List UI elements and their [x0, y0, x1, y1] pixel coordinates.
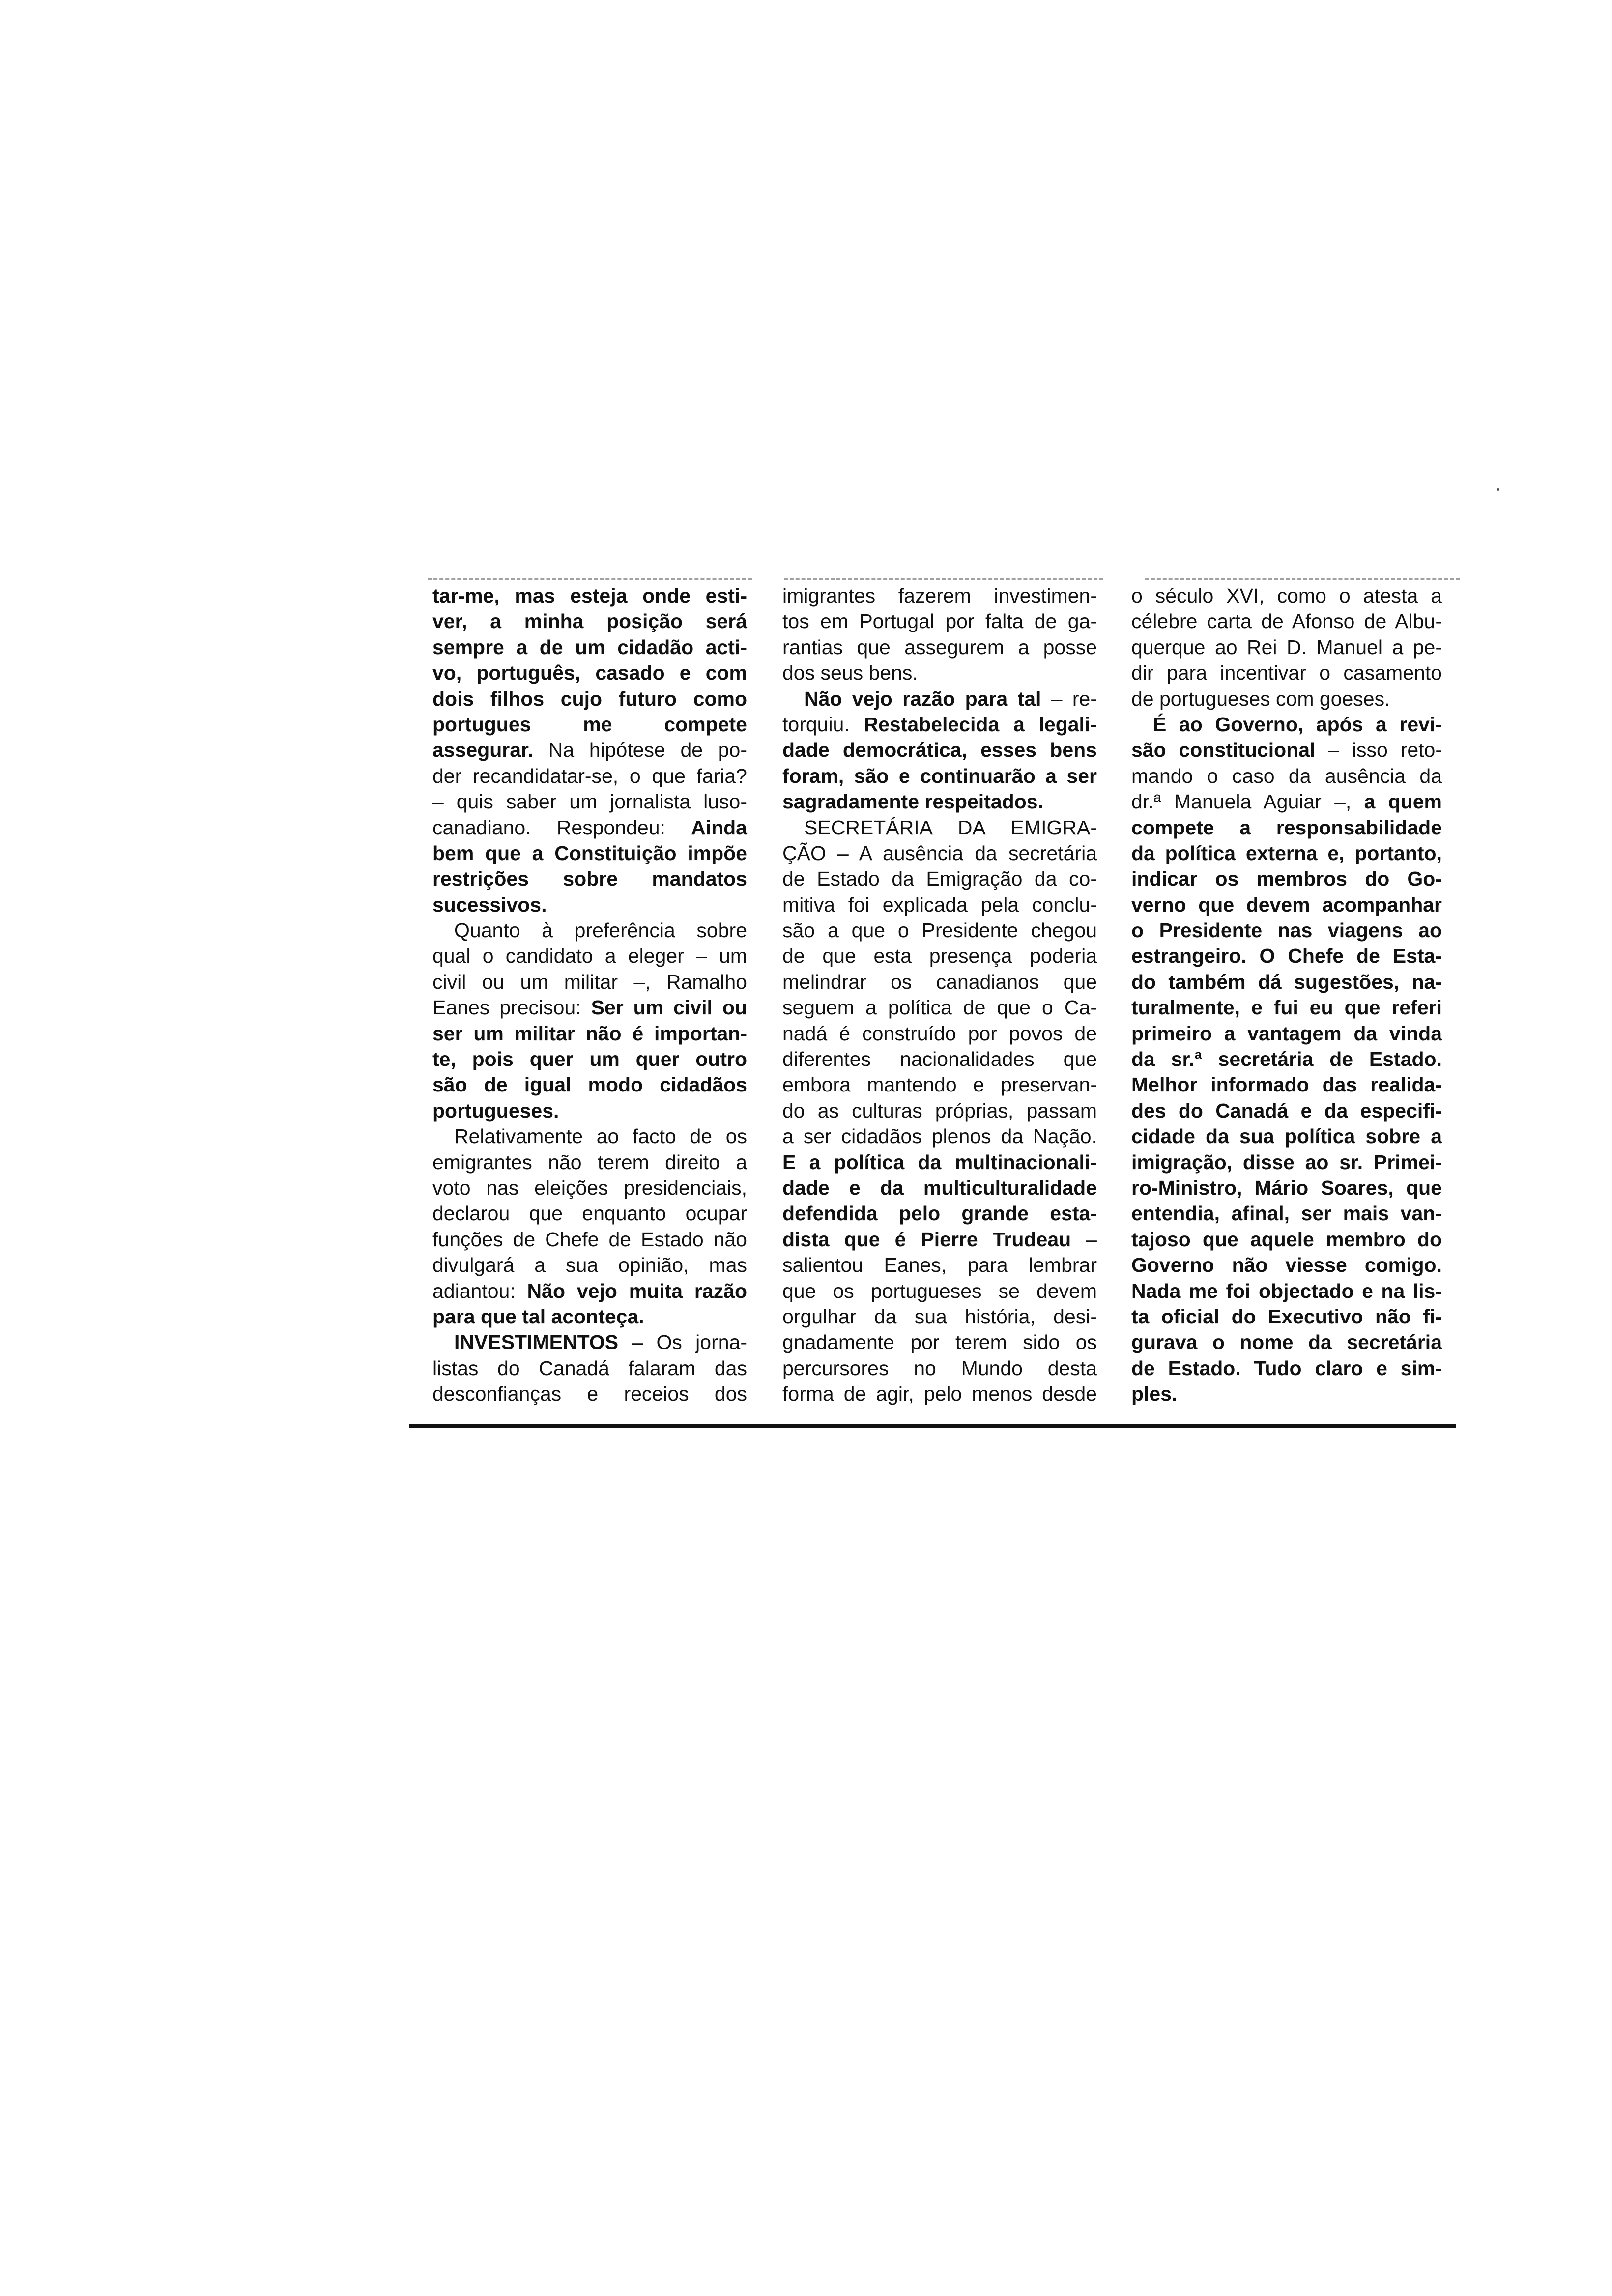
text-segment: forma de agir, pelo menos desde — [782, 1382, 1097, 1406]
text-line — [1131, 943, 1442, 969]
bold-text-segment: Ser um civil ou — [591, 996, 747, 1019]
text-line — [782, 789, 1097, 814]
text-segment: de portugueses com goeses. — [1131, 687, 1390, 710]
text-segment: – isso reto- — [1315, 739, 1442, 762]
text-line — [1131, 1201, 1442, 1226]
text-line — [782, 1021, 1097, 1046]
text-line — [1131, 1355, 1442, 1381]
text-line — [432, 866, 747, 891]
text-segment: mando o caso da ausência da — [1131, 764, 1442, 787]
bold-text-segment: dista que é Pierre Trudeau — [782, 1228, 1071, 1251]
text-line — [782, 995, 1097, 1020]
bold-text-segment: sucessivos. — [432, 893, 547, 916]
text-line — [782, 763, 1097, 789]
text-segment: – re- — [1041, 687, 1097, 710]
bold-text-segment: dade e da multiculturalidade — [782, 1176, 1097, 1199]
text-segment: desconfianças e receios dos — [432, 1382, 747, 1406]
text-segment: dir para incentivar o casamento — [1131, 661, 1442, 685]
text-line — [782, 634, 1097, 660]
text-line — [1131, 1072, 1442, 1097]
text-line — [782, 815, 1097, 840]
text-line — [782, 1355, 1097, 1381]
text-segment: imigrantes fazerem investimen- — [782, 584, 1097, 607]
text-line — [782, 1098, 1097, 1123]
text-line — [432, 789, 747, 814]
bold-text-segment: turalmente, e fui eu que referi — [1131, 996, 1442, 1019]
bold-text-segment: assegurar. — [432, 739, 534, 762]
bold-text-segment: tar-me, mas esteja onde esti- — [432, 584, 747, 607]
text-line — [782, 737, 1097, 763]
text-segment: dr.ª Manuela Aguiar –, — [1131, 790, 1364, 813]
bold-text-segment: imigração, disse ao sr. Primei- — [1131, 1150, 1442, 1174]
text-line — [1131, 918, 1442, 943]
text-line — [432, 995, 747, 1020]
bold-text-segment: Governo não viesse comigo. — [1131, 1254, 1442, 1277]
bold-text-segment: Melhor informado das realida- — [1131, 1073, 1442, 1096]
text-line — [782, 1072, 1097, 1097]
text-segment: salientou Eanes, para lembrar — [782, 1254, 1097, 1277]
text-segment: Relativamente ao facto de os — [454, 1125, 747, 1148]
text-segment: que os portugueses se devem — [782, 1279, 1097, 1302]
bold-text-segment: des do Canadá e da especifi- — [1131, 1099, 1442, 1122]
text-line — [782, 866, 1097, 891]
bold-text-segment: do também dá sugestões, na- — [1131, 970, 1442, 993]
text-line — [432, 1201, 747, 1226]
scan-speck — [1497, 488, 1499, 491]
bottom-rule — [409, 1424, 1456, 1428]
text-line — [782, 1381, 1097, 1406]
bold-text-segment: são constitucional — [1131, 739, 1316, 762]
text-segment: tos em Portugal por falta de ga- — [782, 610, 1097, 633]
text-segment: o século XVI, como o atesta a — [1131, 584, 1442, 607]
text-line — [432, 1252, 747, 1278]
bold-text-segment: ro-Ministro, Mário Soares, que — [1131, 1176, 1442, 1199]
bold-text-segment: ver, a minha posição será — [432, 610, 747, 633]
text-line — [782, 1201, 1097, 1226]
bold-text-segment: da sr.ª secretária de Estado. — [1131, 1048, 1442, 1071]
text-segment: melindrar os canadianos que — [782, 970, 1097, 993]
text-line — [432, 1123, 747, 1149]
bold-text-segment: dois filhos cujo futuro como — [432, 687, 747, 710]
text-line — [432, 686, 747, 712]
article-column-3 — [1131, 583, 1442, 1407]
text-line — [432, 763, 747, 789]
text-line — [782, 1175, 1097, 1201]
text-line — [432, 1149, 747, 1175]
text-line — [432, 1175, 747, 1201]
bold-text-segment: sagradamente respeitados. — [782, 790, 1043, 813]
text-line — [1131, 712, 1442, 737]
text-line — [432, 583, 747, 608]
bold-text-segment: portugueses. — [432, 1099, 559, 1122]
text-segment: – — [1071, 1228, 1097, 1251]
text-line — [1131, 763, 1442, 789]
bold-text-segment: gurava o nome da secretária — [1131, 1331, 1442, 1354]
text-line — [432, 608, 747, 634]
text-line — [782, 1278, 1097, 1304]
bold-text-segment: da política externa e, portanto, — [1131, 841, 1442, 864]
text-line — [432, 634, 747, 660]
bold-text-segment: são de igual modo cidadãos — [432, 1073, 747, 1096]
text-segment: canadiano. Respondeu: — [432, 816, 691, 839]
text-line — [1131, 1227, 1442, 1252]
text-line — [432, 737, 747, 763]
text-line — [432, 1304, 747, 1329]
text-line — [1131, 1021, 1442, 1046]
bold-text-segment: estrangeiro. O Chefe de Esta- — [1131, 945, 1442, 968]
text-line — [432, 1227, 747, 1252]
bold-text-segment: Não vejo razão para tal — [804, 687, 1041, 710]
bold-text-segment: entendia, afinal, ser mais van- — [1131, 1202, 1442, 1225]
bold-text-segment: Restabelecida a legali- — [864, 713, 1097, 736]
bold-text-segment: defendida pelo grande esta- — [782, 1202, 1097, 1225]
text-segment: de Estado da Emigração da co- — [782, 867, 1097, 890]
text-line — [782, 583, 1097, 608]
text-line — [1131, 660, 1442, 686]
bold-text-segment: ser um militar não é importan- — [432, 1022, 747, 1045]
text-line — [1131, 1175, 1442, 1201]
text-line — [432, 1355, 747, 1381]
text-line — [1131, 583, 1442, 608]
text-segment: torquiu. — [782, 713, 864, 736]
text-segment: – quis saber um jornalista luso- — [432, 790, 747, 813]
text-segment: do as culturas próprias, passam — [782, 1099, 1097, 1122]
scan-noise-top-col2 — [784, 578, 1103, 580]
bold-text-segment: vo, português, casado e com — [432, 661, 747, 685]
text-line — [1131, 1046, 1442, 1072]
text-line — [1131, 1252, 1442, 1278]
text-segment: rantias que assegurem a posse — [782, 635, 1097, 659]
text-line — [1131, 1329, 1442, 1355]
text-segment: nadá é construído por povos de — [782, 1022, 1097, 1045]
text-segment: querque ao Rei D. Manuel a pe- — [1131, 635, 1442, 659]
text-segment: voto nas eleições presidenciais, — [432, 1176, 747, 1199]
text-line — [1131, 1381, 1442, 1406]
bold-text-segment: Ainda — [691, 816, 747, 839]
text-segment: seguem a política de que o Ca- — [782, 996, 1097, 1019]
text-line — [432, 840, 747, 866]
text-line — [1131, 815, 1442, 840]
text-segment: SECRETÁRIA DA EMIGRA- — [804, 816, 1097, 839]
text-segment: gnadamente por terem sido os — [782, 1331, 1097, 1354]
text-line — [432, 1381, 747, 1406]
text-segment: de que esta presença poderia — [782, 945, 1097, 968]
text-line — [432, 1072, 747, 1097]
bold-text-segment: foram, são e continuarão a ser — [782, 764, 1097, 787]
text-segment: embora mantendo e preservan- — [782, 1073, 1097, 1096]
bold-text-segment: tajoso que aquele membro do — [1131, 1228, 1442, 1251]
text-line — [1131, 686, 1442, 712]
text-line — [782, 1149, 1097, 1175]
text-line — [1131, 866, 1442, 891]
bold-text-segment: restrições sobre mandatos — [432, 867, 747, 890]
bold-text-segment: Nada me foi objectado e na lis- — [1131, 1279, 1442, 1302]
text-line — [432, 892, 747, 918]
bold-text-segment: para que tal aconteça. — [432, 1305, 644, 1328]
text-line — [1131, 892, 1442, 918]
scan-noise-top-col3 — [1145, 578, 1460, 580]
bold-text-segment: de Estado. Tudo claro e sim- — [1131, 1356, 1442, 1379]
text-line — [432, 815, 747, 840]
scan-noise-top-col1 — [428, 578, 752, 580]
bold-text-segment: É ao Governo, após a revi- — [1153, 713, 1442, 736]
bold-text-segment: ta oficial do Executivo não fi- — [1131, 1305, 1442, 1328]
text-line — [432, 918, 747, 943]
text-segment: Eanes precisou: — [432, 996, 591, 1019]
text-line — [782, 892, 1097, 918]
text-segment: funções de Chefe de Estado não — [432, 1228, 747, 1251]
text-line — [1131, 737, 1442, 763]
bold-text-segment: ples. — [1131, 1382, 1178, 1406]
bold-text-segment: o Presidente nas viagens ao — [1131, 919, 1442, 942]
bold-text-segment: Não vejo muita razão — [527, 1279, 747, 1302]
text-line — [782, 1304, 1097, 1329]
bold-text-segment: indicar os membros do Go- — [1131, 867, 1442, 890]
text-line — [432, 943, 747, 969]
text-segment: declarou que enquanto ocupar — [432, 1202, 747, 1225]
bold-text-segment: dade democrática, esses bens — [782, 739, 1097, 762]
bold-text-segment: primeiro a vantagem da vinda — [1131, 1022, 1442, 1045]
bold-text-segment: verno que devem acompanhar — [1131, 893, 1442, 916]
text-line — [432, 969, 747, 995]
text-segment: divulgará a sua opinião, mas — [432, 1254, 747, 1277]
text-line — [432, 1278, 747, 1304]
text-segment: dos seus bens. — [782, 661, 918, 685]
text-segment: – Os jorna- — [618, 1331, 747, 1354]
text-segment: Quanto à preferência sobre — [454, 919, 747, 942]
text-line — [432, 1046, 747, 1072]
text-segment: Na hipótese de po- — [533, 739, 747, 762]
text-line — [432, 1098, 747, 1123]
text-line — [1131, 634, 1442, 660]
bold-text-segment: E a política da multinacionali- — [782, 1150, 1097, 1174]
bold-text-segment: portugues me compete — [432, 713, 747, 736]
text-line — [782, 660, 1097, 686]
text-line — [782, 608, 1097, 634]
text-line — [782, 1252, 1097, 1278]
bold-text-segment: te, pois quer um quer outro — [432, 1048, 747, 1071]
text-line — [1131, 1278, 1442, 1304]
text-line — [1131, 1149, 1442, 1175]
text-segment: civil ou um militar –, Ramalho — [432, 970, 747, 993]
bold-text-segment: bem que a Constituição impõe — [432, 841, 747, 864]
bold-text-segment: cidade da sua política sobre a — [1131, 1125, 1442, 1148]
text-segment: emigrantes não terem direito a — [432, 1150, 747, 1174]
text-line — [782, 1046, 1097, 1072]
text-segment: adiantou: — [432, 1279, 527, 1302]
text-line — [782, 840, 1097, 866]
article-column-2 — [782, 583, 1097, 1407]
text-line — [782, 686, 1097, 712]
text-line — [1131, 608, 1442, 634]
text-line — [432, 1021, 747, 1046]
bold-text-segment: sempre a de um cidadão acti- — [432, 635, 747, 659]
text-line — [1131, 1123, 1442, 1149]
text-line — [1131, 1304, 1442, 1329]
text-line — [1131, 1098, 1442, 1123]
text-segment: diferentes nacionalidades que — [782, 1048, 1097, 1071]
bold-text-segment: compete a responsabilidade — [1131, 816, 1442, 839]
text-segment: a ser cidadãos plenos da Nação. — [782, 1125, 1097, 1148]
text-line — [432, 660, 747, 686]
text-line — [782, 969, 1097, 995]
text-line — [782, 1123, 1097, 1149]
text-segment: orgulhar da sua história, desi- — [782, 1305, 1097, 1328]
text-line — [1131, 840, 1442, 866]
text-line — [1131, 789, 1442, 814]
bold-text-segment: INVESTIMENTOS — [454, 1331, 619, 1354]
text-line — [782, 1329, 1097, 1355]
text-line — [432, 1329, 747, 1355]
bold-text-segment: a quem — [1364, 790, 1442, 813]
text-line — [1131, 969, 1442, 995]
text-line — [782, 943, 1097, 969]
text-segment: percursores no Mundo desta — [782, 1356, 1097, 1379]
text-line — [432, 712, 747, 737]
text-segment: listas do Canadá falaram das — [432, 1356, 747, 1379]
text-segment: são a que o Presidente chegou — [782, 919, 1097, 942]
text-line — [782, 918, 1097, 943]
text-line — [782, 1227, 1097, 1252]
text-segment: célebre carta de Afonso de Albu- — [1131, 610, 1442, 633]
text-segment: mitiva foi explicada pela conclu- — [782, 893, 1097, 916]
text-line — [782, 712, 1097, 737]
text-segment: qual o candidato a eleger – um — [432, 945, 747, 968]
article-column-1 — [432, 583, 747, 1407]
text-line — [1131, 995, 1442, 1020]
text-segment: ÇÃO – A ausência da secretária — [782, 841, 1097, 864]
text-segment: der recandidatar-se, o que faria? — [432, 764, 747, 787]
